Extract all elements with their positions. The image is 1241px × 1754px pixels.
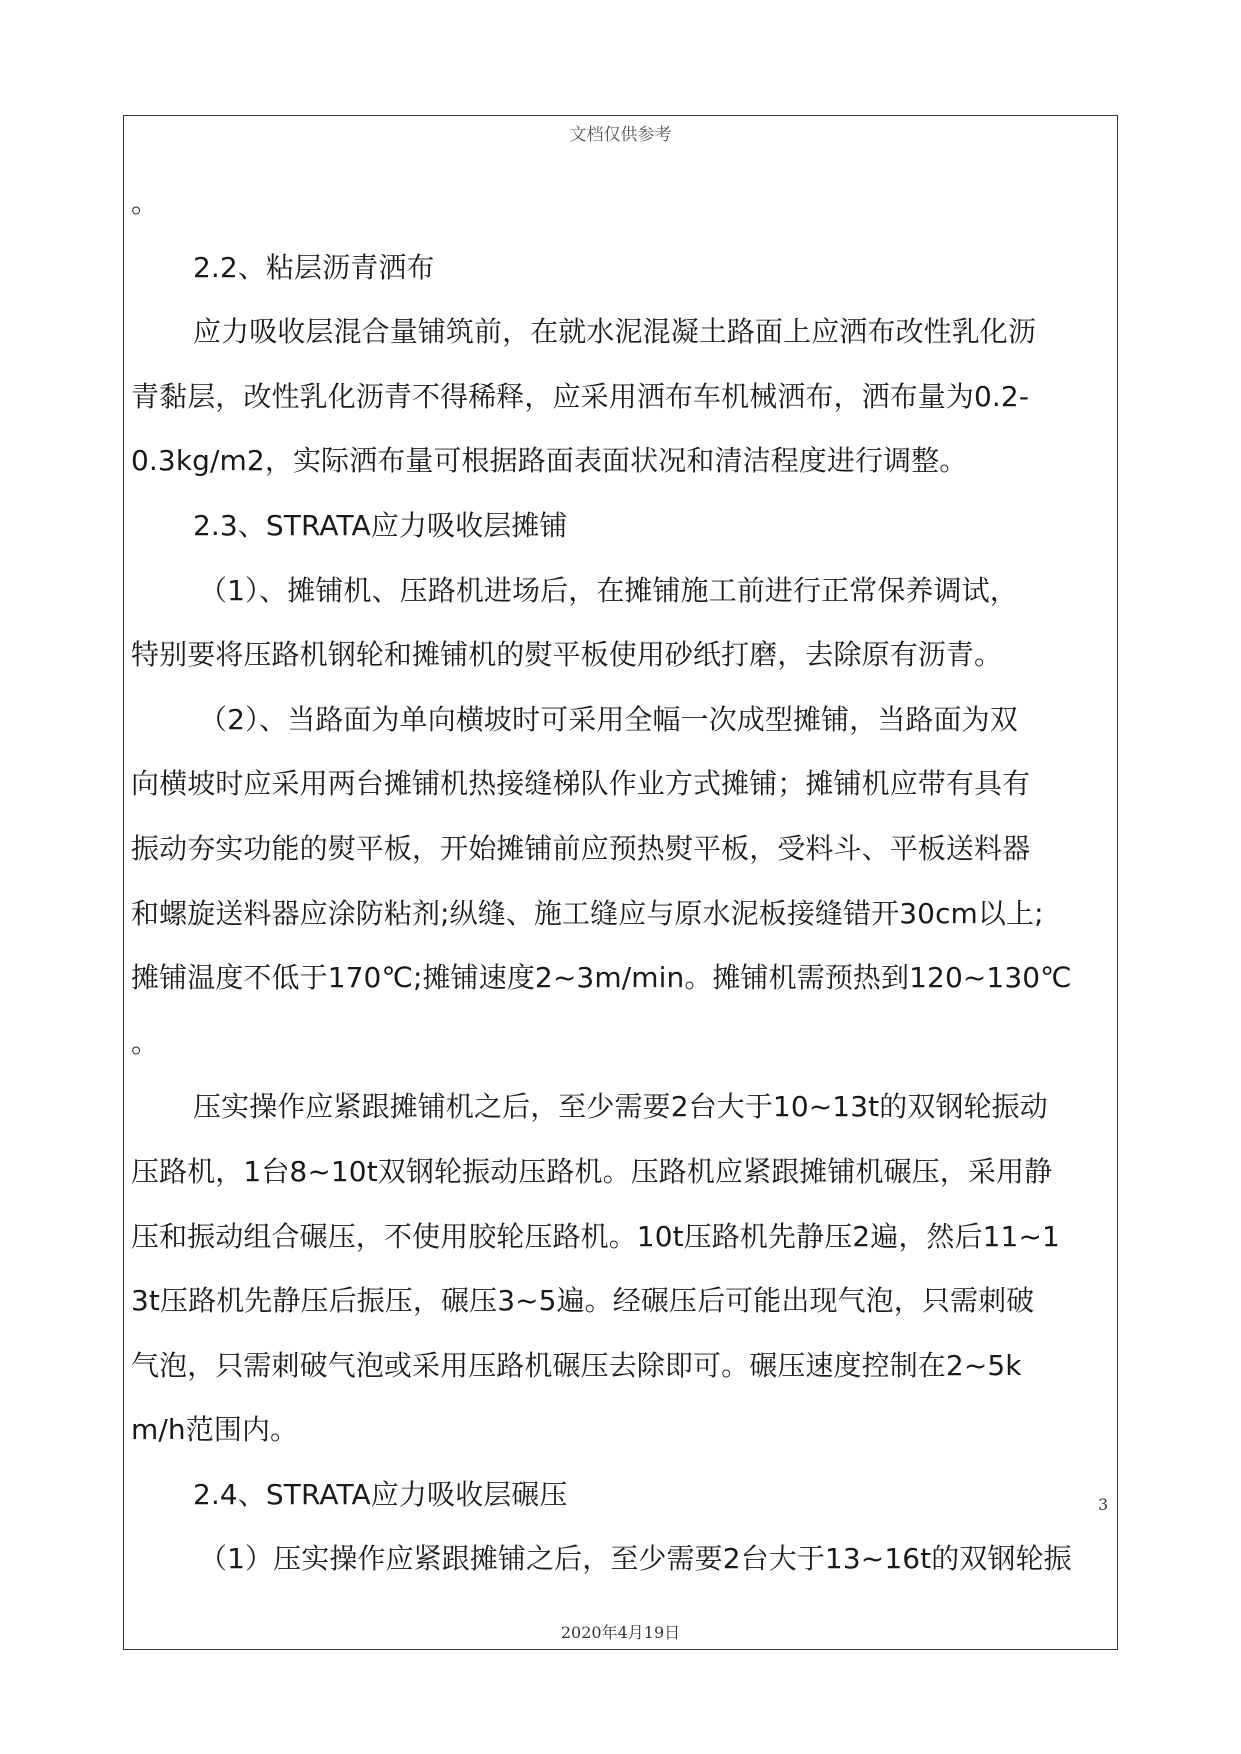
text-line: 应力吸收层混合量铺筑前，在就水泥混凝土路面上应洒布改性乳化沥 <box>193 315 1037 349</box>
text-line: 青黏层，改性乳化沥青不得稀释，应采用洒布车机械洒布，洒布量为0.2- <box>131 379 1030 413</box>
text-line: 压路机，1台8~10t双钢轮振动压路机。压路机应紧跟摊铺机碾压，采用静 <box>131 1154 1053 1188</box>
text-line: 。 <box>131 186 160 219</box>
footer-date: 2020年4月19日 <box>560 1623 681 1642</box>
text-line: （1）压实操作应紧跟摊铺之后，至少需要2台大于13~16t的双钢轮振 <box>199 1542 1072 1576</box>
text-line: 特别要将压路机钢轮和摊铺机的熨平板使用砂纸打磨，去除原有沥青。 <box>131 638 1003 672</box>
text-line: 和螺旋送料器应涂防粘剂;纵缝、施工缝应与原水泥板接缝错开30cm以上; <box>131 896 1044 930</box>
text-line: 0.3kg/m2，实际洒布量可根据路面表面状况和清洁程度进行调整。 <box>131 444 968 478</box>
section-heading: 2.2、粘层沥青洒布 <box>193 250 435 284</box>
section-heading: 2.4、STRATA应力吸收层碾压 <box>193 1477 568 1511</box>
text-line: 气泡，只需刺破气泡或采用压路机碾压去除即可。碾压速度控制在2~5k <box>131 1348 1022 1382</box>
text-line: （2）、当路面为单向横坡时可采用全幅一次成型摊铺，当路面为双 <box>199 702 1018 736</box>
header-note: 文档仅供参考 <box>569 125 672 145</box>
text-line: 压和振动组合碾压，不使用胶轮压路机。10t压路机先静压2遍，然后11~1 <box>131 1219 1060 1253</box>
section-heading: 2.3、STRATA应力吸收层摊铺 <box>193 508 568 542</box>
text-line: 3t压路机先静压后振压，碾压3~5遍。经碾压后可能出现气泡，只需刺破 <box>131 1284 1035 1318</box>
page-number: 3 <box>1098 1495 1109 1514</box>
text-line: m/h范围内。 <box>131 1413 299 1447</box>
text-line: （1）、摊铺机、压路机进场后，在摊铺施工前进行正常保养调试， <box>199 573 1018 607</box>
text-line: 。 <box>131 1025 160 1059</box>
text-line: 压实操作应紧跟摊铺机之后，至少需要2台大于10~13t的双钢轮振动 <box>193 1090 1048 1124</box>
text-line: 摊铺温度不低于170℃;摊铺速度2~3m/min。摊铺机需预热到120~130℃ <box>131 961 1072 995</box>
text-line: 向横坡时应采用两台摊铺机热接缝梯队作业方式摊铺；摊铺机应带有具有 <box>131 767 1031 801</box>
text-line: 振动夯实功能的熨平板，开始摊铺前应预热熨平板，受料斗、平板送料器 <box>131 831 1031 865</box>
document-body <box>131 171 1111 1592</box>
